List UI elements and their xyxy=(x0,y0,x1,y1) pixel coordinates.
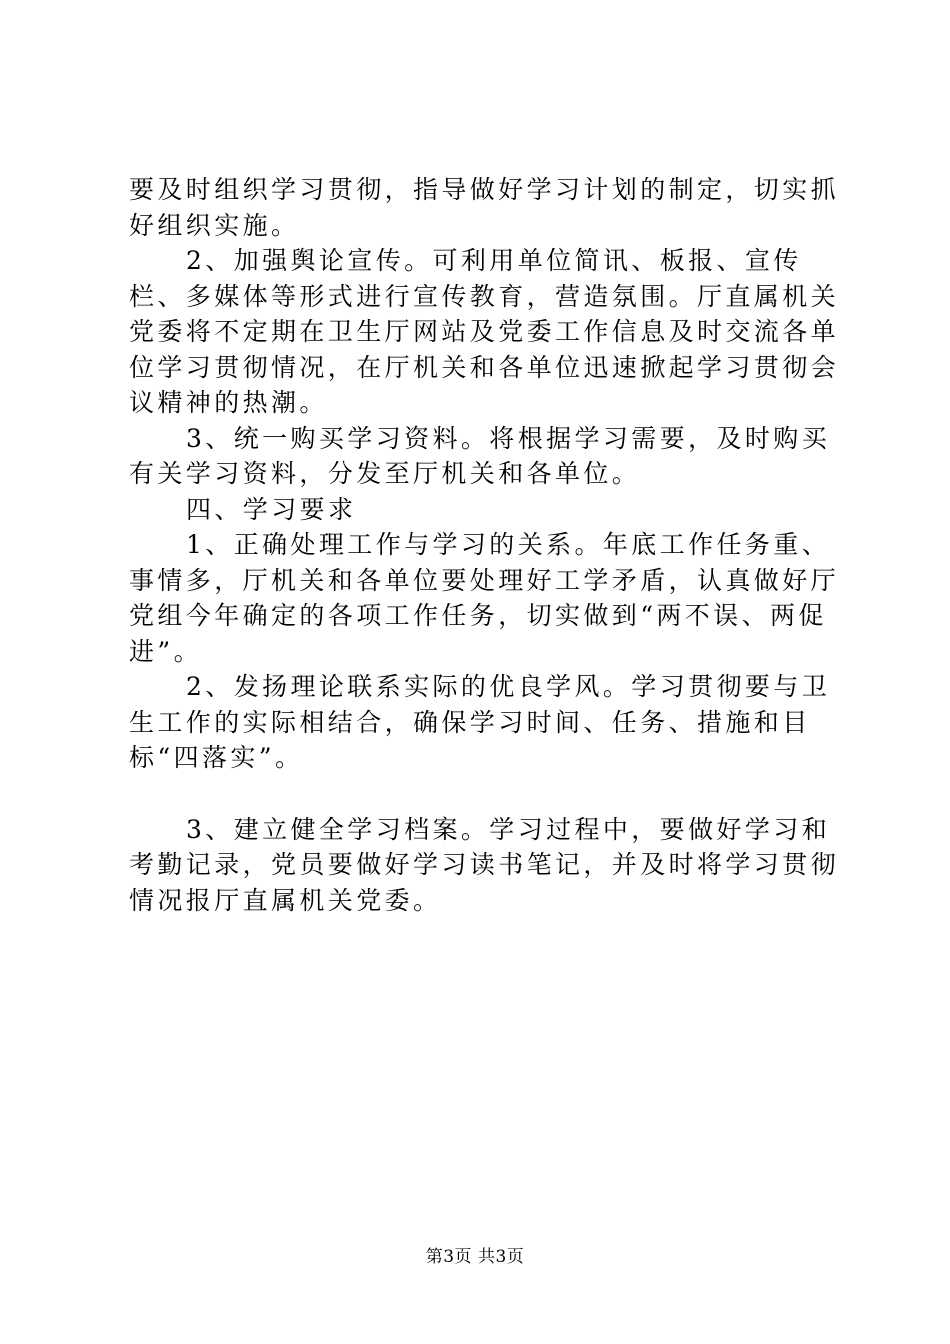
paragraph-work-study: 1、正确处理工作与学习的关系。年底工作任务重、事情多，厅机关和各单位要处理好工学矛盾，认真做好厅党组今年确定的各项工作任务，切实做到“两不误、两促进”。 xyxy=(129,530,840,666)
paragraph-theory-practice: 2、发扬理论联系实际的优良学风。学习贯彻要与卫生工作的实际相结合，确保学习时间、任务、措施和目标“四落实”。 xyxy=(129,672,831,772)
paragraph-gap xyxy=(129,776,849,812)
paragraph-materials: 3、统一购买学习资料。将根据学习需要，及时购买有关学习资料，分发至厅机关和各单位。 xyxy=(129,423,831,488)
paragraph-study-archive: 3、建立健全学习档案。学习过程中，要做好学习和考勤记录，党员要做好学习读书笔记，并及时将学习贯彻情况报厅直属机关党委。 xyxy=(129,814,840,915)
paragraph-publicity: 2、加强舆论宣传。可利用单位简讯、板报、宣传栏、多媒体等形式进行宣传教育，营造氛围。厅直属机关党委将不定期在卫生厅网站及党委工作信息及时交流各单位学习贯彻情况，在厅机关和各单位迅速掀起学习贯彻会议精神的热潮。 xyxy=(129,246,840,417)
document-body xyxy=(129,172,849,918)
page-footer: 第3页 共3页 xyxy=(425,1247,525,1267)
paragraph-continuation: 要及时组织学习贯彻，指导做好学习计划的制定，切实抓好组织实施。 xyxy=(129,175,840,240)
section-heading-requirements: 四、学习要求 xyxy=(186,494,357,524)
